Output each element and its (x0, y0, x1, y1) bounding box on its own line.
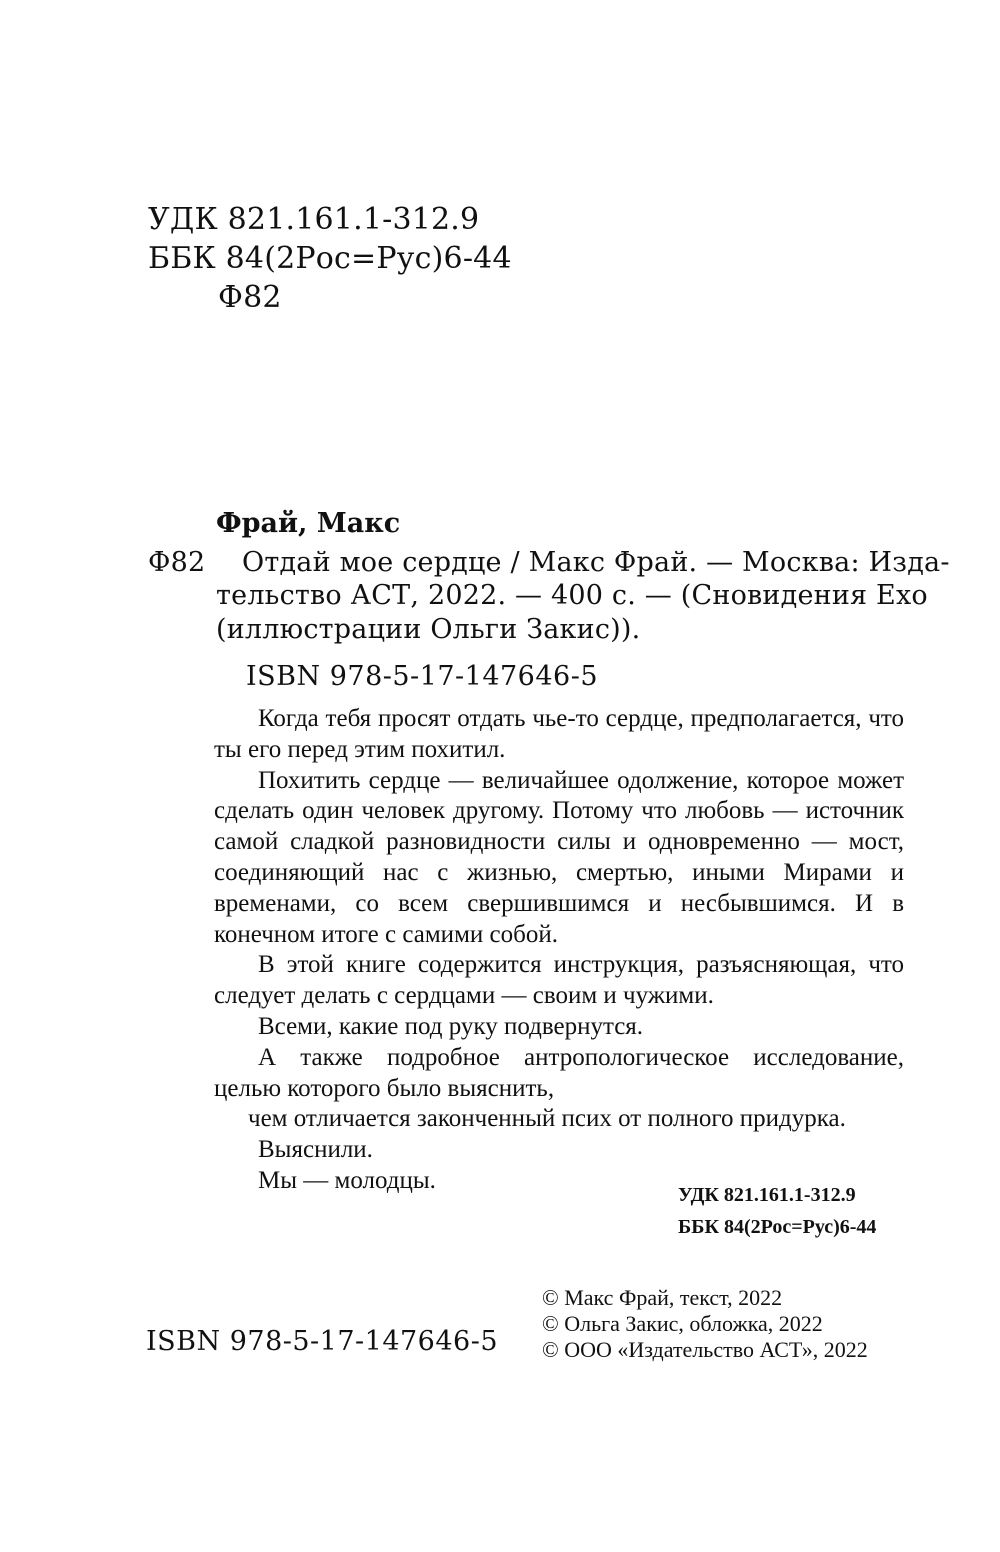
bbk-code: ББК 84(2Рос=Рус)6-44 (148, 241, 512, 276)
catalog-isbn: ISBN 978-5-17-147646-5 (246, 661, 599, 692)
udk-code: УДК 821.161.1-312.9 (148, 202, 480, 237)
catalog-author-mark: Ф82 (148, 547, 206, 578)
small-bbk-code: ББК 84(2Рос=Рус)6-44 (678, 1216, 877, 1238)
annotation-paragraph: В этой книге содержится инструкция, разъясняющая, что следует делать с сердцами — своим и чужими. (214, 951, 904, 1010)
catalog-line: (иллюстрации Ольги Закис)). (216, 614, 641, 645)
catalog-author: Фрай, Макс (216, 508, 401, 539)
small-udk-code: УДК 821.161.1-312.9 (678, 1184, 856, 1206)
annotation-paragraph: Похитить сердце — величайшее одолжение, которое может сделать один человек другому. Потому что любовь — источник самой сладкой разновидности силы и одновременно — мост, соединяющий нас с жизнью, смертью, иными Мирами и временами, со всем свершившимся и несбывшимся. И в конечном итоге с самими собой. (214, 766, 904, 948)
annotation-paragraph: Всеми, какие под руку подвернутся. (258, 1012, 644, 1040)
author-mark: Ф82 (218, 280, 282, 315)
annotation-paragraph: А также подробное антропологическое исследование, целью которого было выяснить, (214, 1043, 904, 1102)
annotation-paragraph: чем отличается законченный псих от полного придурка. (248, 1105, 846, 1133)
footer-isbn: ISBN 978-5-17-147646-5 (146, 1326, 499, 1357)
catalog-line: тельство АСТ, 2022. — 400 с. — (Сновидения Ехо (216, 580, 928, 611)
annotation (214, 704, 904, 1197)
copyright-line: © Ольга Закис, обложка, 2022 (542, 1311, 823, 1336)
catalog-line: Отдай мое сердце / Макс Фрай. — Москва: Изда- (242, 547, 950, 578)
copyright-line: © ООО «Издательство АСТ», 2022 (542, 1337, 868, 1362)
annotation-paragraph: Когда тебя просят отдать чье-то сердце, предполагается, что ты его перед этим похитил. (214, 705, 904, 763)
annotation-paragraph: Мы — молодцы. (258, 1166, 436, 1194)
annotation-paragraph: Выяснили. (258, 1136, 373, 1164)
copyright-line: © Макс Фрай, текст, 2022 (542, 1285, 783, 1310)
